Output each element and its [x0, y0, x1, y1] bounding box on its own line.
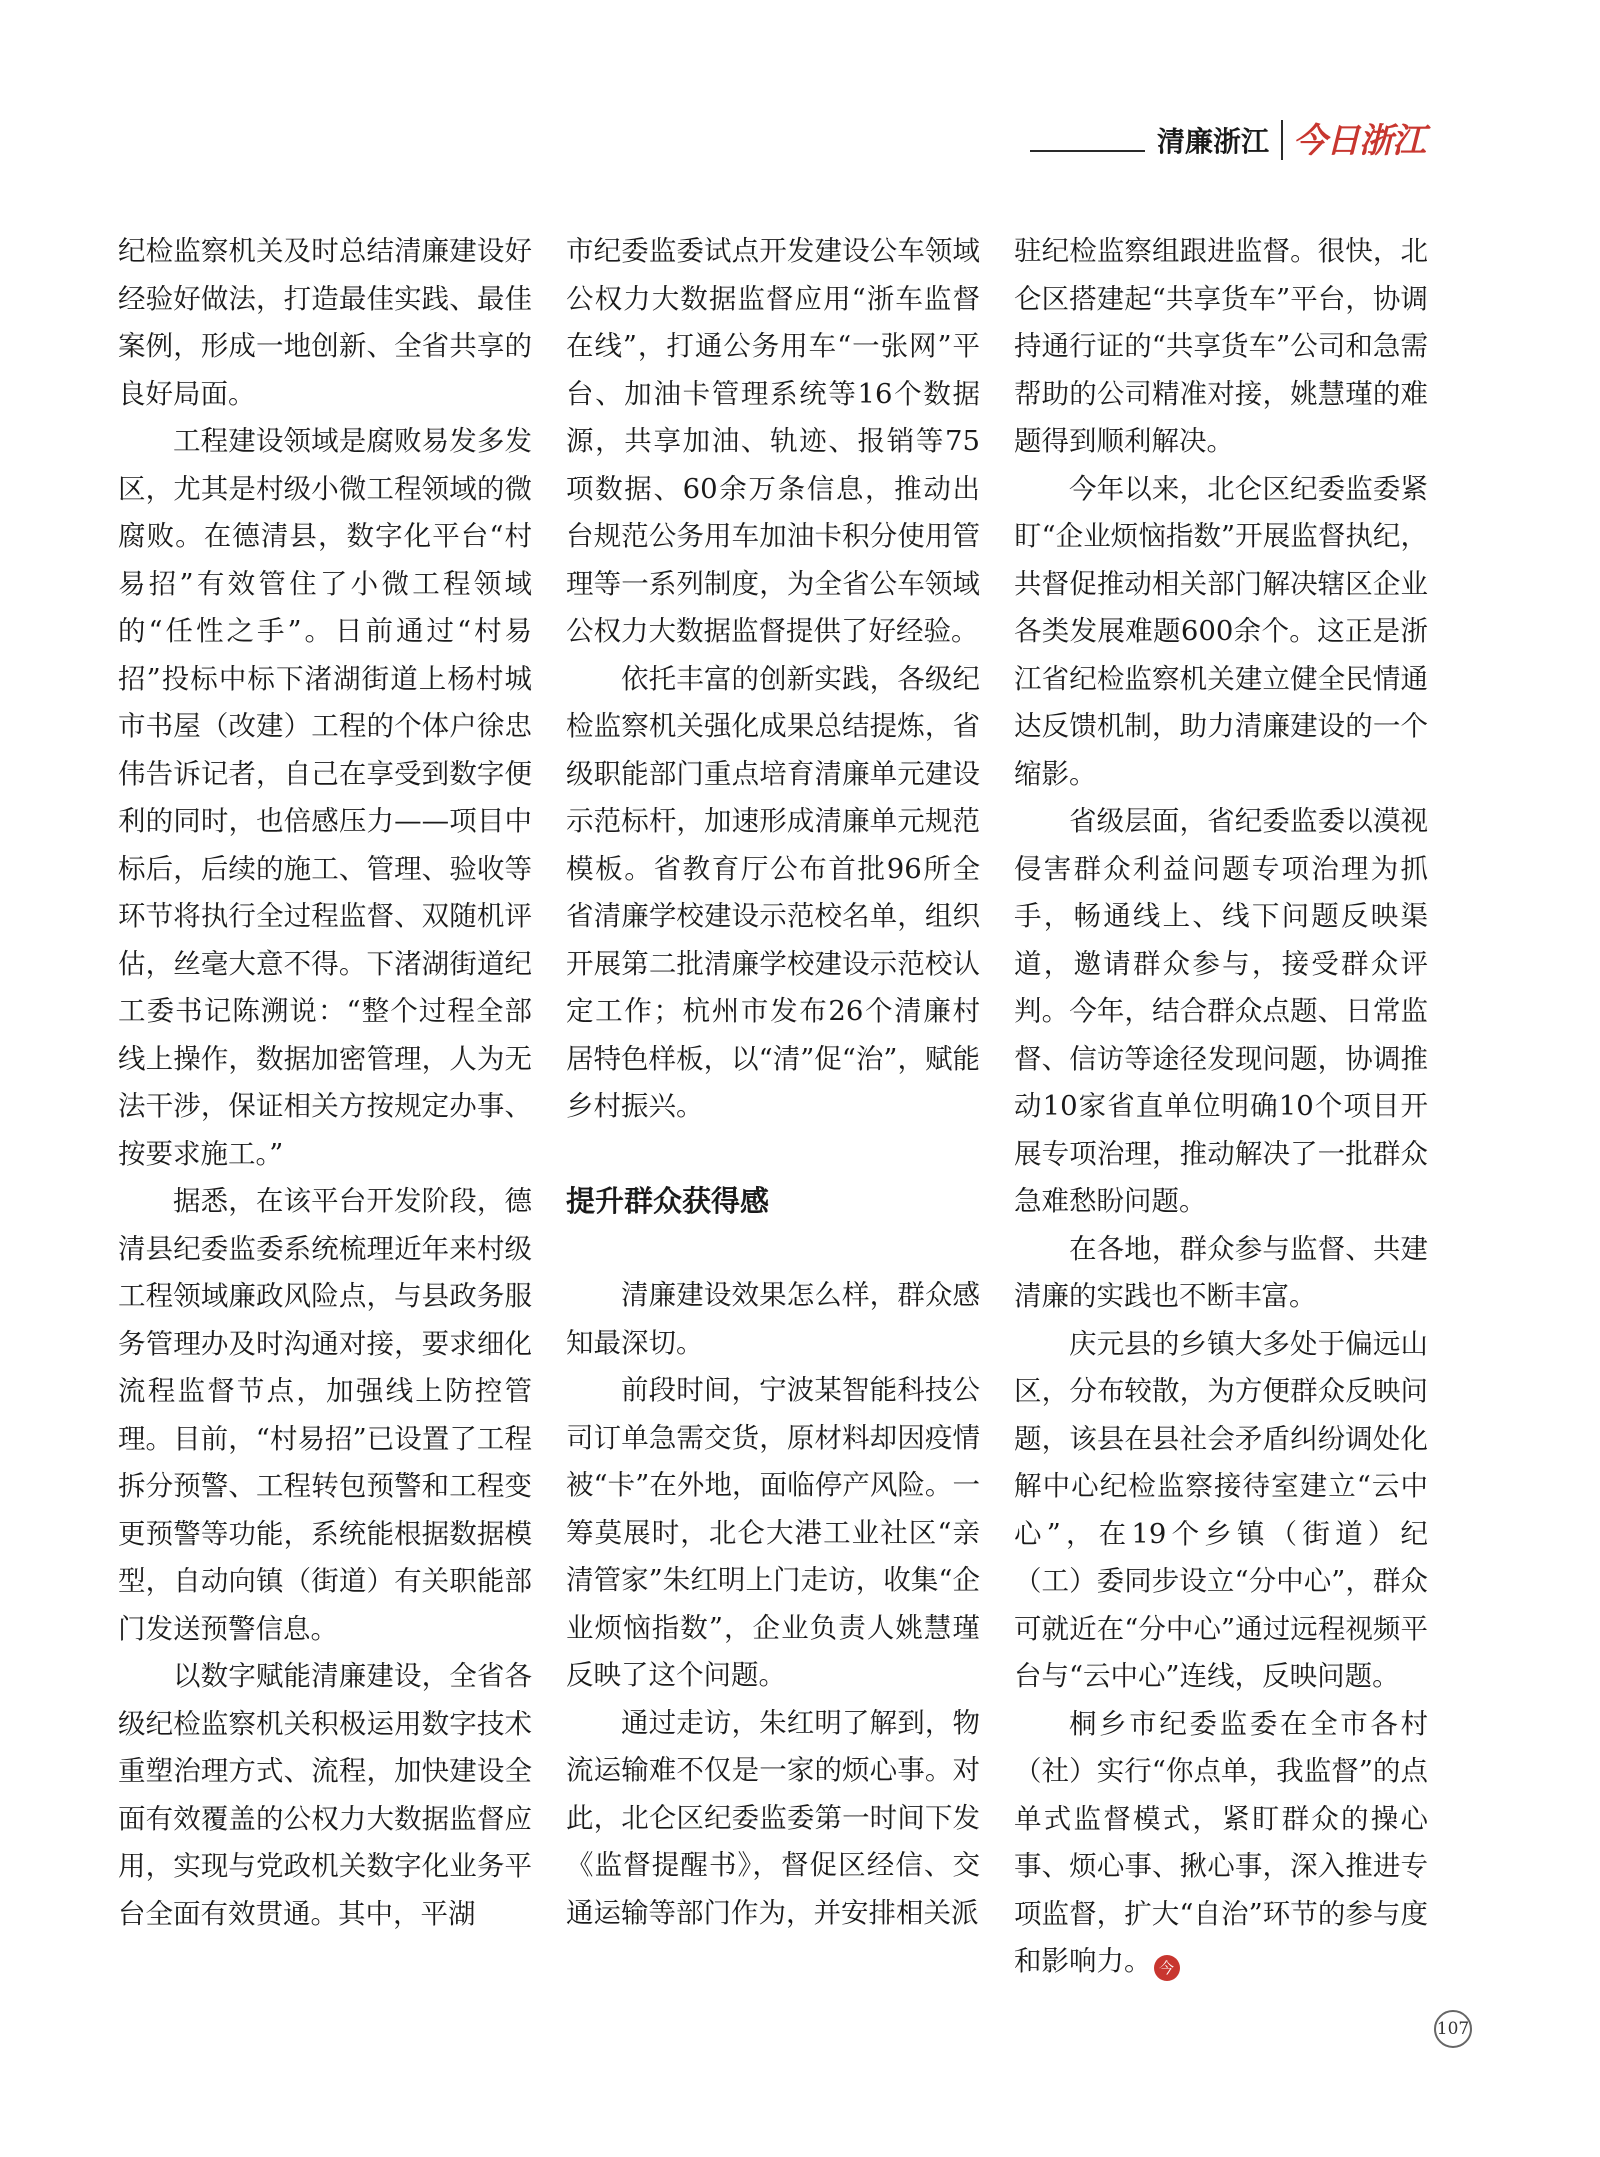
header-divider — [1281, 120, 1283, 160]
article-paragraph: 纪检监察机关及时总结清廉建设好经验好做法，打造最佳实践、最佳案例，形成一地创新、全省共享的良好局面。 — [118, 235, 532, 410]
article-paragraph: 今年以来，北仑区纪委监委紧盯“企业烦恼指数”开展监督执纪，共督促推动相关部门解决辖区企业各类发展难题600余个。这正是浙江省纪检监察机关建立健全民情通达反馈机制，助力清廉建设的一个缩影。 — [1014, 472, 1428, 790]
article-paragraph: 清廉建设效果怎么样，群众感知最深切。 — [566, 1279, 980, 1359]
article-paragraph: 据悉，在该平台开发阶段，德清县纪委监委系统梳理近年来村级工程领域廉政风险点，与县政务服务管理办及时沟通对接，要求细化流程监督节点，加强线上防控管理。目前，“村易招”已设置了工程拆分预警、工程转包预警和工程变更预警等功能，系统能根据数据模型，自动向镇（街道）有关职能部门发送预警信息。 — [118, 1185, 532, 1645]
page-header — [1030, 112, 1425, 160]
article-paragraph: 桐乡市纪委监委在全市各村（社）实行“你点单，我监督”的点单式监督模式，紧盯群众的操心事、烦心事、揪心事，深入推进专项监督，扩大“自治”环节的参与度和影响力。 今 — [1014, 1701, 1428, 1986]
article-paragraph: 庆元县的乡镇大多处于偏远山区，分布较散，为方便群众反映问题，该县在县社会矛盾纠纷调处化解中心纪检监察接待室建立“云中心”，在19个乡镇（街道）纪（工）委同步设立“分中心”，群众可就近在“分中心”通过远程视频平台与“云中心”连线，反映问题。 — [1014, 1327, 1428, 1692]
article-paragraph: 省级层面，省纪委监委以漠视侵害群众利益问题专项治理为抓手，畅通线上、线下问题反映渠道，邀请群众参与，接受群众评判。今年，结合群众点题、日常监督、信访等途径发现问题，协调推动10家省直单位明确10个项目开展专项治理，推动解决了一批群众急难愁盼问题。 — [1014, 805, 1428, 1217]
text-column-1 — [118, 228, 532, 1938]
brand-logo: 今日浙江 — [1293, 121, 1425, 161]
section-name: 清廉浙江 — [1156, 125, 1269, 158]
page-number: 107 — [1434, 2010, 1472, 2048]
text-column-2 — [566, 228, 980, 1937]
section-heading: 提升群众获得感 — [566, 1183, 770, 1218]
article-paragraph: 驻纪检监察组跟进监督。很快，北仑区搭建起“共享货车”平台，协调持通行证的“共享货车”公司和急需帮助的公司精准对接，姚慧瑾的难题得到顺利解决。 — [1014, 235, 1428, 457]
article-paragraph: 通过走访，朱红明了解到，物流运输难不仅是一家的烦心事。对此，北仑区纪委监委第一时间下发《监督提醒书》，督促区经信、交通运输等部门作为，并安排相关派 — [566, 1706, 980, 1929]
text-column-3 — [1014, 228, 1428, 1986]
article-paragraph: 在各地，群众参与监督、共建清廉的实践也不断丰富。 — [1014, 1232, 1428, 1312]
header-rule — [1030, 150, 1145, 152]
article-paragraph: 依托丰富的创新实践，各级纪检监察机关强化成果总结提炼，省级职能部门重点培育清廉单元建设示范标杆，加速形成清廉单元规范模板。省教育厅公布首批96所全省清廉学校建设示范校名单，组织开展第二批清廉学校建设示范校认定工作；杭州市发布26个清廉村居特色样板，以“清”促“治”，赋能乡村振兴。 — [566, 662, 980, 1122]
article-paragraph: 以数字赋能清廉建设，全省各级纪检监察机关积极运用数字技术重塑治理方式、流程，加快建设全面有效覆盖的公权力大数据监督应用，实现与党政机关数字化业务平台全面有效贯通。其中，平湖 — [118, 1660, 532, 1930]
article-paragraph: 市纪委监委试点开发建设公车领域公权力大数据监督应用“浙车监督在线”，打通公务用车“一张网”平台、加油卡管理系统等16个数据源，共享加油、轨迹、报销等75项数据、60余万条信息，推动出台规范公务用车加油卡积分使用管理等一系列制度，为全省公车领域公权力大数据监督提供了好经验。 — [566, 235, 980, 647]
article-paragraph: 工程建设领域是腐败易发多发区，尤其是村级小微工程领域的微腐败。在德清县，数字化平台“村易招”有效管住了小微工程领域的“任性之手”。日前通过“村易招”投标中标下渚湖街道上杨村城市书屋（改建）工程的个体户徐忠伟告诉记者，自己在享受到数字便利的同时，也倍感压力——项目中标后，后续的施工、管理、验收等环节将执行全过程监督、双随机评估，丝毫大意不得。下渚湖街道纪工委书记陈溯说：“整个过程全部线上操作，数据加密管理，人为无法干涉，保证相关方按规定办事、按要求施工。” — [118, 425, 532, 1170]
article-paragraph: 前段时间，宁波某智能科技公司订单急需交货，原材料却因疫情被“卡”在外地，面临停产风险。一筹莫展时，北仑大港工业社区“亲清管家”朱红明上门走访，收集“企业烦恼指数”，企业负责人姚慧瑾反映了这个问题。 — [566, 1374, 980, 1691]
end-mark-icon: 今 — [1154, 1955, 1180, 1981]
